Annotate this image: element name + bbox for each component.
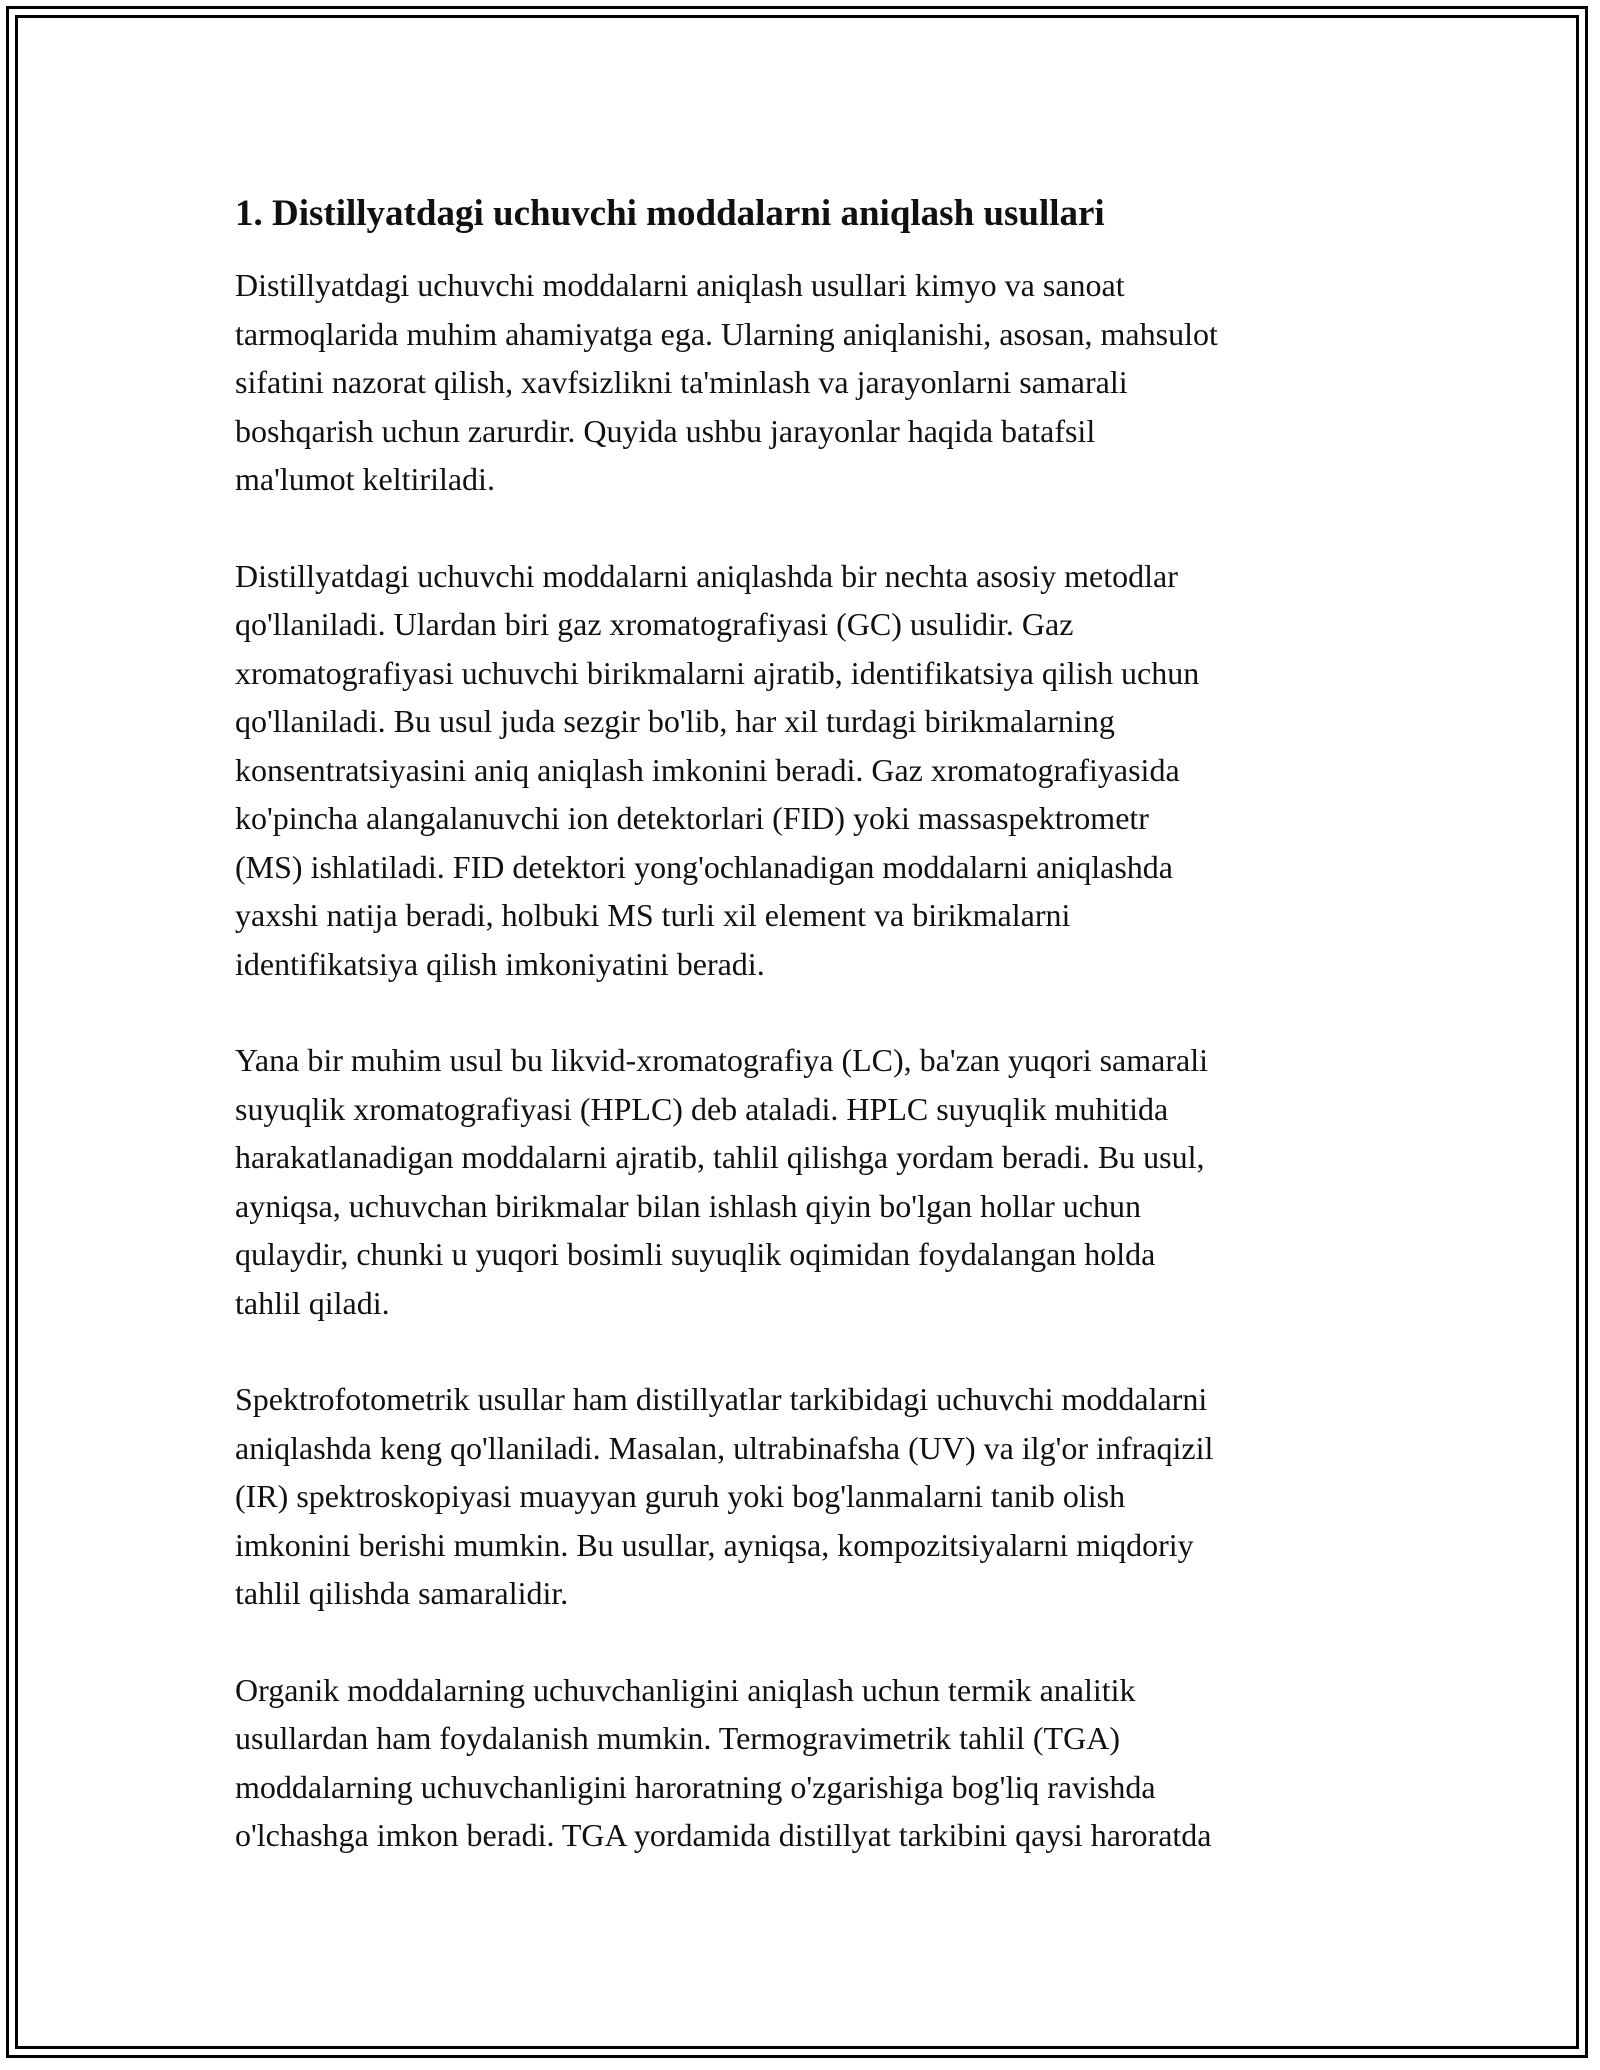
- paragraph-spectrophotometry: Spektrofotometrik usullar ham distillyatlar tarkibidagi uchuvchi moddalarni aniqlashda keng qo'llaniladi. Masalan, ultrabinafsha (UV) va ilg'or infraqizil (IR) spektroskopiyasi muayyan guruh yoki bog'lanmalarni tanib olish imkonini berishi mumkin. Bu usullar, ayniqsa, kompozitsiyalarni miqdoriy tahlil qilishda samaralidir.: [235, 1381, 1214, 1611]
- paragraph-liquid-chromatography: Yana bir muhim usul bu likvid-xromatografiya (LC), ba'zan yuqori samarali suyuqlik xromatografiyasi (HPLC) deb ataladi. HPLC suyuqlik muhitida harakatlanadigan moddalarni ajratib, tahlil qilishga yordam beradi. Bu usul, ayniqsa, uchuvchan birikmalar bilan ishlash qiyin bo'lgan hollar uchun qulaydir, chunki u yuqori bosimli suyuqlik oqimidan foydalangan holda tahlil qiladi.: [235, 1042, 1208, 1321]
- paragraph-gas-chromatography: Distillyatdagi uchuvchi moddalarni aniqlashda bir nechta asosiy metodlar qo'llaniladi. Ulardan biri gaz xromatografiyasi (GC) usulidir. Gaz xromatografiyasi uchuvchi birikmalarni ajratib, identifikatsiya qilish uchun qo'llaniladi. Bu usul juda sezgir bo'lib, har xil turdagi birikmalarning konsentratsiyasini aniq aniqlash imkonini beradi. Gaz xromatografiyasida ko'pincha alangalanuvchi ion detektorlari (FID) yoki massaspektrometr (MS) ishlatiladi. FID detektori yong'ochlanadigan moddalarni aniqlashda yaxshi natija beradi, holbuki MS turli xil element va birikmalarni identifikatsiya qilish imkoniyatini beradi.: [235, 557, 1200, 982]
- paragraph-thermal-analysis: Organik moddalarning uchuvchanligini aniqlash uchun termik analitik usullardan ham foydalanish mumkin. Termogravimetrik tahlil (TGA) moddalarning uchuvchanligini haroratning o'zgarishiga bog'liq ravishda o'lchashga imkon beradi. TGA yordamida distillyat tarkibini qaysi haroratda: [235, 1671, 1212, 1853]
- document-body: [235, 187, 1370, 1908]
- section-heading: 1. Distillyatdagi uchuvchi moddalarni aniqlash usullari: [235, 193, 1105, 234]
- paragraph-intro: Distillyatdagi uchuvchi moddalarni aniqlash usullari kimyo va sanoat tarmoqlarida muhim ahamiyatga ega. Ularning aniqlanishi, asosan, mahsulot sifatini nazorat qilish, xavfsizlikni ta'minlash va jarayonlarni samarali boshqarish uchun zarurdir. Quyida ushbu jarayonlar haqida batafsil ma'lumot keltiriladi.: [235, 267, 1218, 497]
